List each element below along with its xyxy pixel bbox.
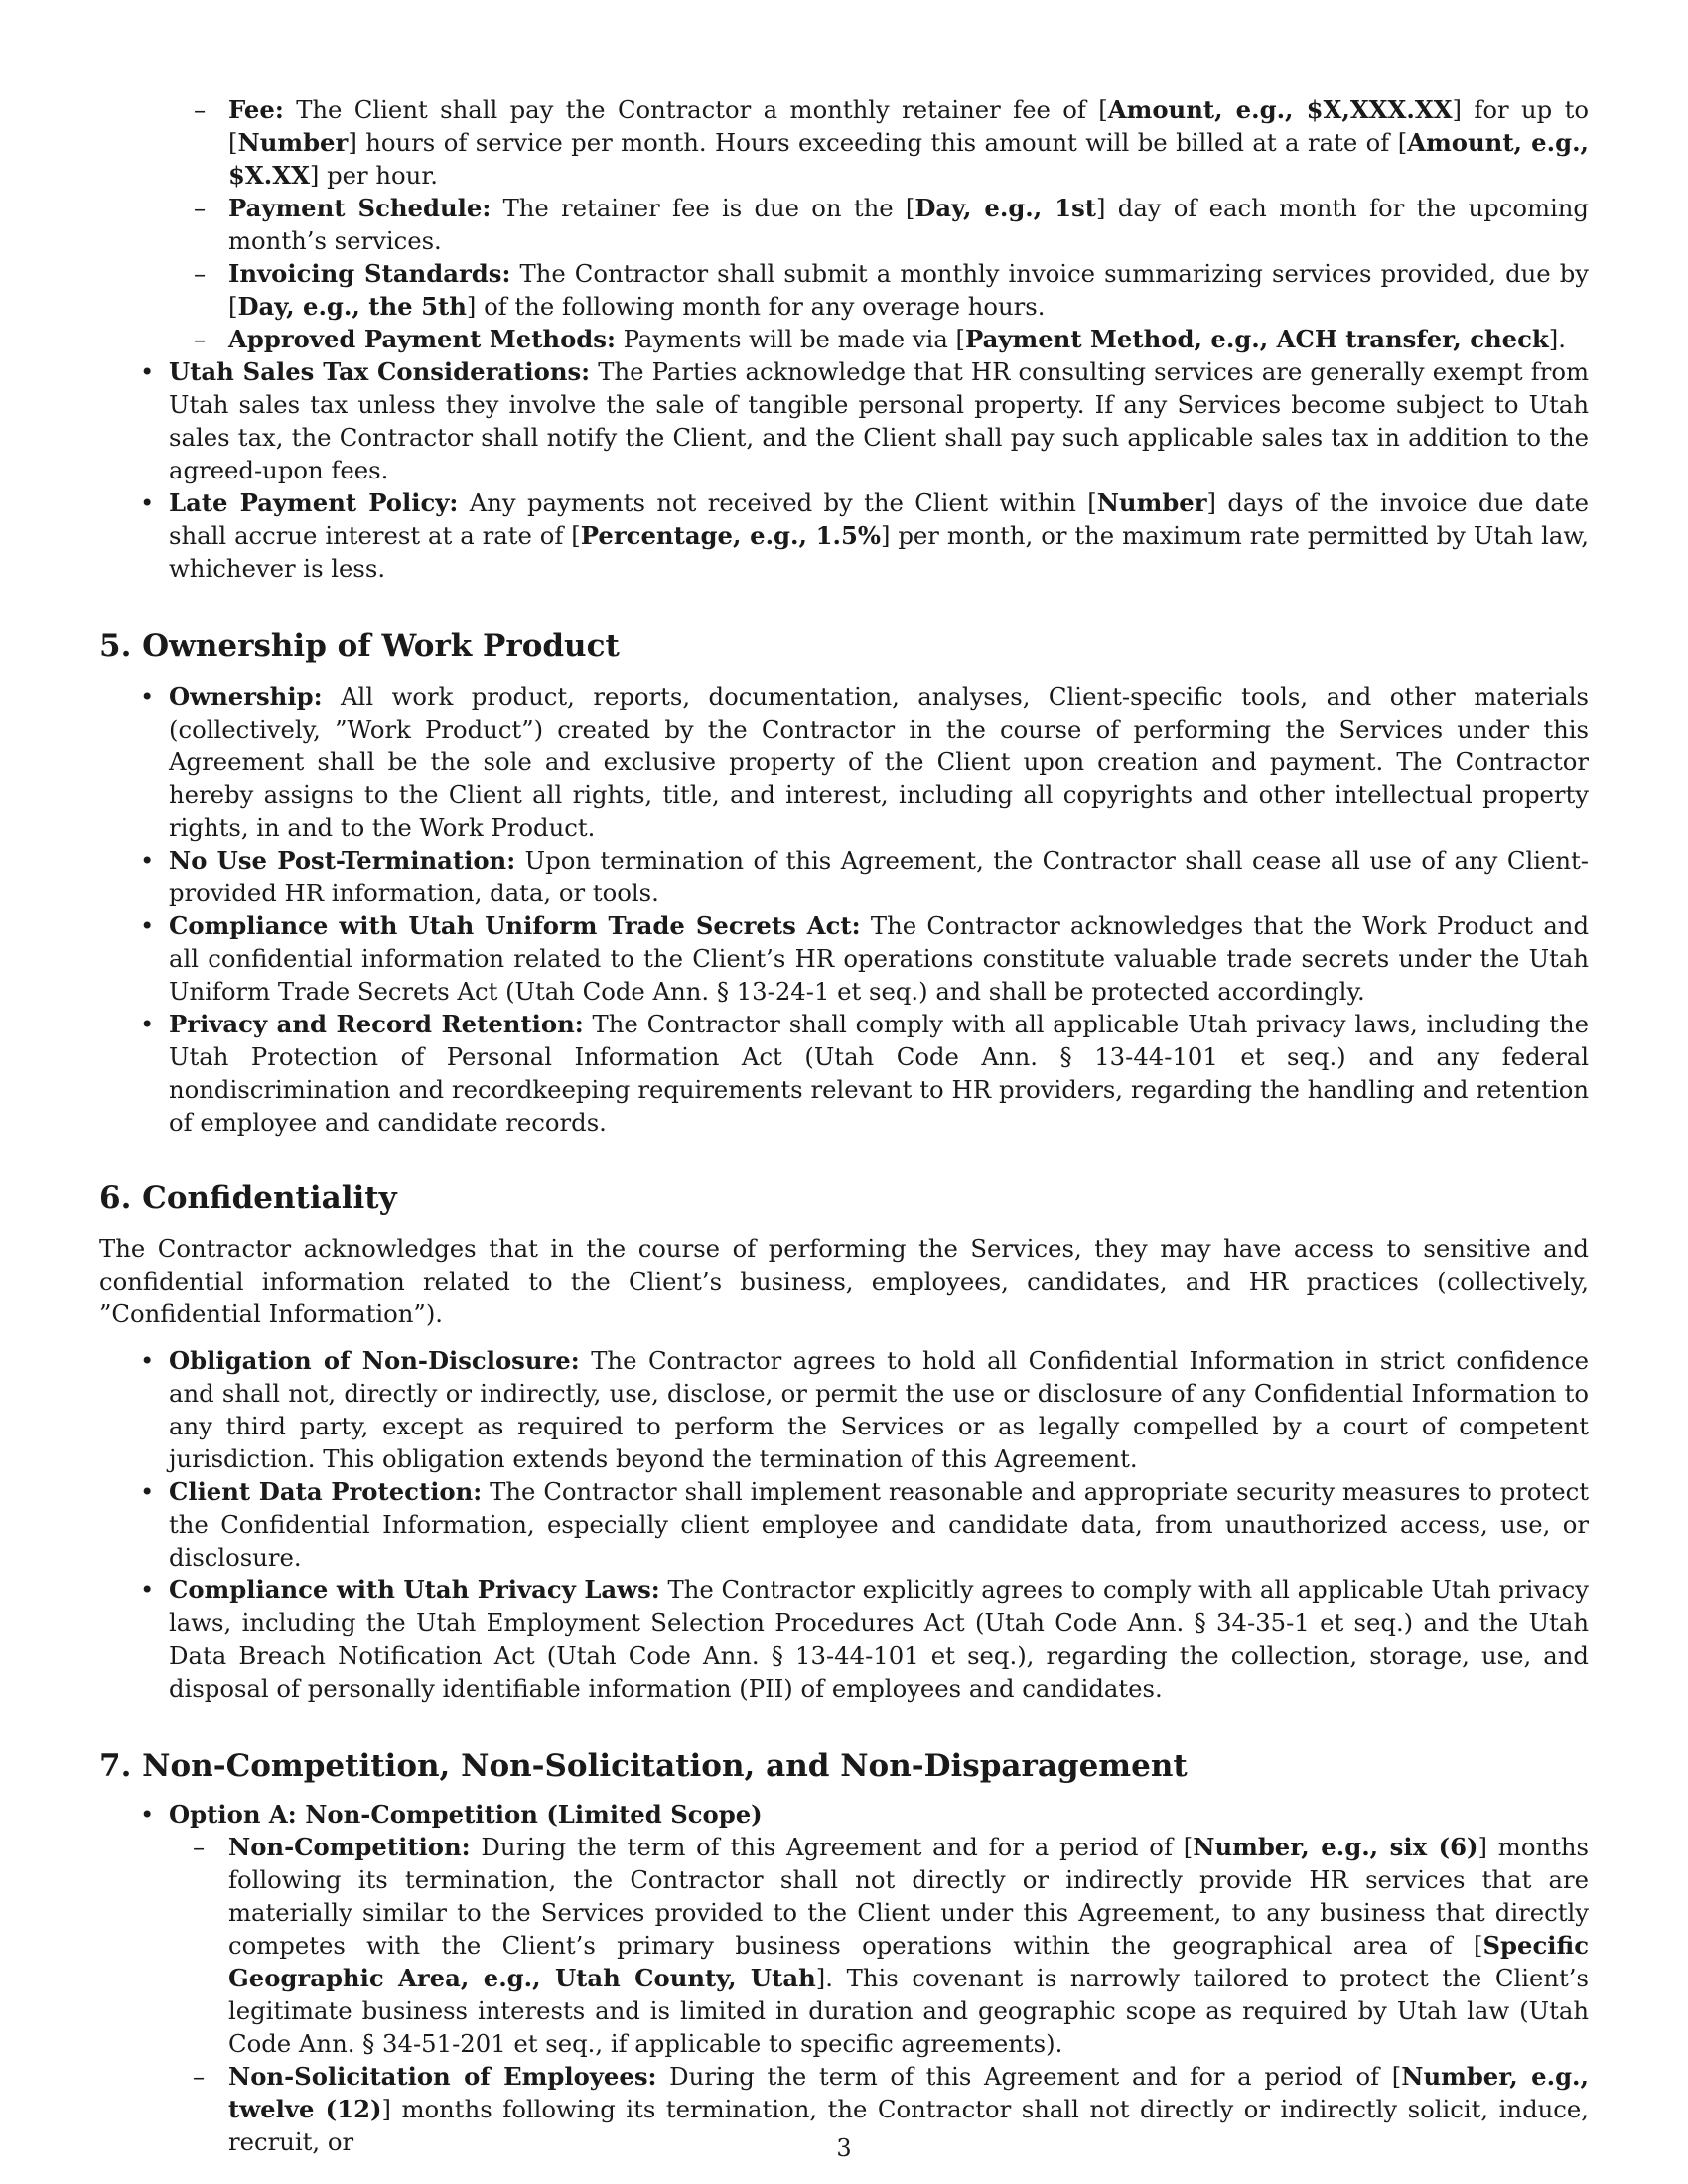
list-item-payment-schedule: – Payment Schedule: The retainer fee is due on the [Day, e.g., 1st] day of each month for the upcoming month’s services. bbox=[228, 192, 1589, 257]
section-heading-6: 6. Confidentiality bbox=[99, 1180, 397, 1216]
section-6-intro: The Contractor acknowledges that in the course of performing the Services, they may have access to sensitive and confidential information related to the Client’s business, employees, candidates, and HR practices (collectively, ”Confidential Information”). bbox=[99, 1234, 1589, 1328]
section-7-list bbox=[99, 1798, 1589, 2158]
tax-policy-list bbox=[99, 355, 1589, 585]
list-item-late-payment: • Late Payment Policy: Any payments not received by the Client within [Number] days of the invoice due date shall accrue interest at a rate of [Percentage, e.g., 1.5%] per month, or the maximum rate permitted by Utah law, whichever is less. bbox=[99, 486, 1589, 585]
list-item: • No Use Post-Termination: Upon termination of this Agreement, the Contractor shall cease all use of any Client-provided HR information, data, or tools. bbox=[99, 844, 1589, 909]
section-6-list bbox=[99, 1344, 1589, 1705]
list-item-non-competition: – Non-Competition: During the term of this Agreement and for a period of [Number, e.g., six (6)] months following its termination, the Contractor shall not directly or indirectly provide HR services that are materially similar to the Services provided to the Client under this Agreement, to any business that directly competes with the Client’s primary business operations within the geographical area of [Specific Geographic Area, e.g., Utah County, Utah]. This covenant is narrowly tailored to protect the Client’s legitimate business interests and is limited in duration and geographic scope as required by Utah law (Utah Code Ann. § 34-51-201 et seq., if applicable to specific agreements). bbox=[169, 1831, 1589, 2060]
list-item: • Client Data Protection: The Contractor shall implement reasonable and appropriate security measures to protect the Confidential Information, especially client employee and candidate data, from unauthorized access, use, or disclosure. bbox=[99, 1475, 1589, 1573]
page-number: 3 bbox=[836, 2134, 852, 2162]
option-a-sublist bbox=[169, 1831, 1589, 2158]
section-heading-5: 5. Ownership of Work Product bbox=[99, 628, 620, 664]
list-item: • Privacy and Record Retention: The Contractor shall comply with all applicable Utah privacy laws, including the Utah Protection of Personal Information Act (Utah Code Ann. § 13-44-101 et seq.) and any federal nondiscrimination and recordkeeping requirements relevant to HR providers, regarding the handling and retention of employee and candidate records. bbox=[99, 1008, 1589, 1139]
list-item: • Obligation of Non-Disclosure: The Contractor agrees to hold all Confidential Information in strict confidence and shall not, directly or indirectly, use, disclose, or permit the use or disclosure of any Confidential Information to any third party, except as required to perform the Services or as legally compelled by a court of competent jurisdiction. This obligation extends beyond the termination of this Agreement. bbox=[99, 1344, 1589, 1475]
list-item-option-a: • Option A: Non-Competition (Limited Scope) – Non-Competition: During the term of this Agreement and for a period of [Number, e.g., six (6)] months following its termination, the Contractor shall not directly or indirectly provide HR services that are materially similar to the Services provided to the Client under this Agreement, to any business that directly competes with the Client’s primary business operations within the geographical area of [Specific Geographic Area, e.g., Utah County, Utah]. This covenant is narrowly tailored to protect the Client’s legitimate business interests and is limited in duration and geographic scope as required by Utah law (Utah Code Ann. § 34-51-201 et seq., if applicable to specific agreements). – Non-Solicitation of Employees: During the term of this Agreement and for a period of [Number, e.g., twelve (12)] months following its termination, the Contractor shall not directly or indirectly solicit, induce, recruit, or bbox=[99, 1798, 1589, 2158]
list-item-invoicing-standards: – Invoicing Standards: The Contractor shall submit a monthly invoice summarizing services provided, due by [Day, e.g., the 5th] of the following month for any overage hours. bbox=[228, 257, 1589, 323]
payment-terms-list bbox=[228, 93, 1589, 355]
document-page bbox=[99, 93, 1589, 2158]
list-item-non-solicitation: – Non-Solicitation of Employees: During the term of this Agreement and for a period of [Number, e.g., twelve (12)] months following its termination, the Contractor shall not directly or indirectly solicit, induce, recruit, or bbox=[169, 2060, 1589, 2158]
list-item: • Compliance with Utah Uniform Trade Secrets Act: The Contractor acknowledges that the Work Product and all confidential information related to the Client’s HR operations constitute valuable trade secrets under the Utah Uniform Trade Secrets Act (Utah Code Ann. § 13-24-1 et seq.) and shall be protected accordingly. bbox=[99, 909, 1589, 1008]
list-item: • Compliance with Utah Privacy Laws: The Contractor explicitly agrees to comply with all applicable Utah privacy laws, including the Utah Employment Selection Procedures Act (Utah Code Ann. § 34-35-1 et seq.) and the Utah Data Breach Notification Act (Utah Code Ann. § 13-44-101 et seq.), regarding the collection, storage, use, and disposal of personally identifiable information (PII) of employees and candidates. bbox=[99, 1573, 1589, 1705]
list-item-fee: – Fee: The Client shall pay the Contractor a monthly retainer fee of [Amount, e.g., $X,XXX.XX] for up to [Number] hours of service per month. Hours exceeding this amount will be billed at a rate of [Amount, e.g., $X.XX] per hour. bbox=[228, 93, 1589, 192]
section-5-list bbox=[99, 680, 1589, 1139]
list-item-payment-methods: – Approved Payment Methods: Payments will be made via [Payment Method, e.g., ACH transfer, check]. bbox=[228, 323, 1589, 355]
list-item-sales-tax: • Utah Sales Tax Considerations: The Parties acknowledge that HR consulting services are generally exempt from Utah sales tax unless they involve the sale of tangible personal property. If any Services become subject to Utah sales tax, the Contractor shall notify the Client, and the Client shall pay such applicable sales tax in addition to the agreed-upon fees. bbox=[99, 355, 1589, 486]
section-heading-7: 7. Non-Competition, Non-Solicitation, and Non-Disparagement bbox=[99, 1748, 1188, 1784]
list-item: • Ownership: All work product, reports, documentation, analyses, Client-specific tools, and other materials (collectively, ”Work Product”) created by the Contractor in the course of performing the Services under this Agreement shall be the sole and exclusive property of the Client upon creation and payment. The Contractor hereby assigns to the Client all rights, title, and interest, including all copyrights and other intellectual property rights, in and to the Work Product. bbox=[99, 680, 1589, 844]
